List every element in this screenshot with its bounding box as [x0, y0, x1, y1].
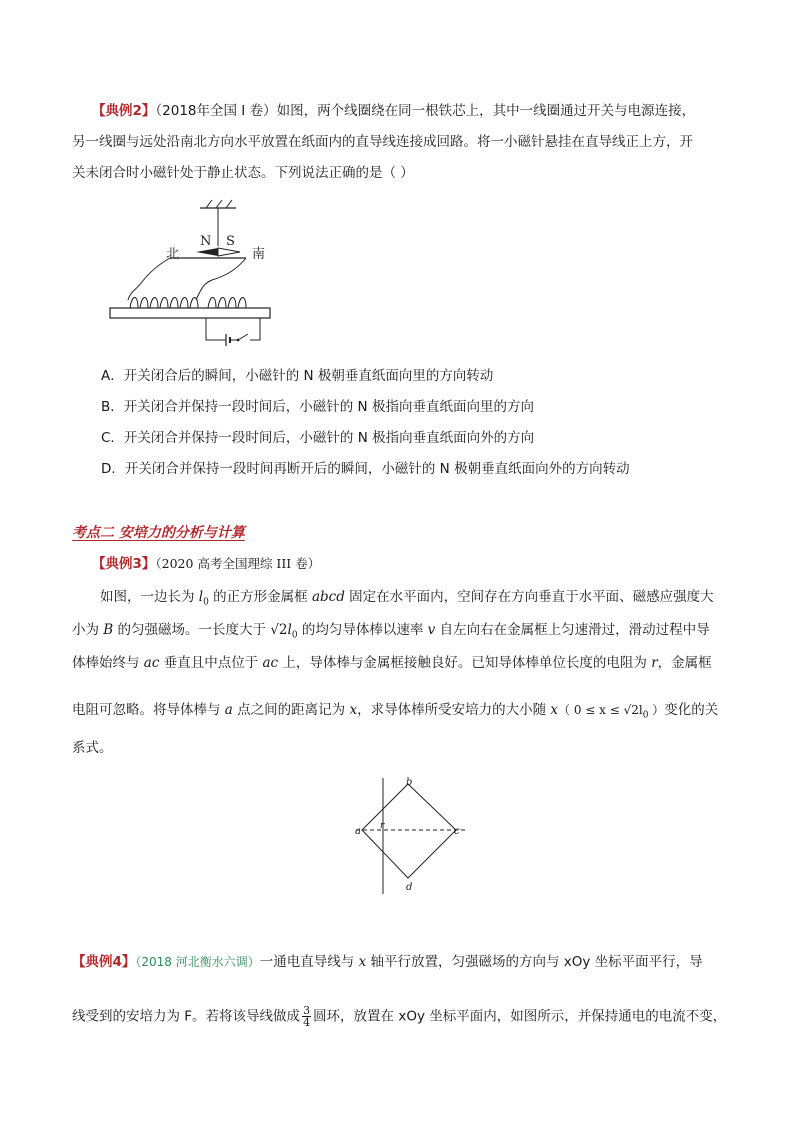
ex3-B: B	[103, 622, 114, 638]
ex4-tag: 【典例4】	[72, 954, 136, 970]
ex3-l2b: 的匀强磁场。一长度大于	[113, 622, 271, 638]
ex3-l4c: ，求导体棒所受安培力的大小随	[357, 702, 551, 718]
ex3-abcd: abcd	[311, 589, 345, 605]
ex3-line3	[72, 653, 712, 673]
ex3-x: x	[349, 702, 358, 718]
frac-den: 4	[303, 1016, 311, 1029]
label-r: r	[380, 821, 385, 831]
n-pole-label: N	[200, 234, 212, 249]
ex2-option-c: C．开关闭合并保持一段时间后，小磁针的 N 极指向垂直纸面向外的方向	[101, 430, 535, 446]
ex3-line4	[72, 700, 718, 726]
ex3-l3c: 上，导体棒与金属框接触良好。已知导体棒单位长度的电阻为	[278, 655, 652, 671]
ex2-source: （2018年全国 I 卷）	[155, 103, 277, 119]
ex3-l2c: 的均匀导体棒以速率	[297, 622, 428, 638]
ex3-l1a: 如图，一边长为	[100, 589, 199, 605]
south-label: 南	[252, 247, 266, 262]
ex3-line2	[72, 620, 710, 646]
ex3-tag: 【典例3】	[92, 556, 156, 572]
ex3-range-end: ）	[648, 703, 665, 717]
ex3-l1b: 的正方形金属框	[208, 589, 312, 605]
ex4-l2b: 圆环，放置在 xOy 坐标平面内，如图所示，并保持通电的电流不变，	[313, 1008, 727, 1025]
square-frame-figure	[352, 776, 482, 896]
ex3-l: l	[287, 622, 292, 638]
ex3-l4d: 变化的关	[664, 702, 719, 718]
ex3-l3a: 体棒始终与	[72, 655, 144, 671]
ex3-ac2: ac	[262, 655, 279, 671]
ex4-x: x	[358, 954, 367, 970]
vertex-a: a	[355, 826, 361, 837]
s-pole-label: S	[226, 234, 235, 249]
ex3-v: v	[427, 622, 436, 638]
ex3-l4b: 点之间的距离记为	[232, 702, 350, 718]
ex3-l2a: 小为	[72, 622, 104, 638]
ex3-l2d: 自左向右在金属框上匀速滑过，滑动过程中导	[435, 622, 710, 638]
section-heading: 考点二 安培力的分析与计算	[72, 525, 245, 541]
ex2-text1: 如图，两个线圈绕在同一根铁芯上，其中一线圈通过开关与电源连接，	[276, 103, 696, 119]
vertex-d: d	[406, 882, 413, 893]
ex4-line2	[72, 1005, 726, 1028]
ex2-line3	[72, 163, 414, 183]
ex3-l0: l	[198, 589, 204, 605]
ex4-l1b: 轴平行放置，匀强磁场的方向与 xOy 坐标平面平行，导	[366, 954, 703, 970]
ex3-header	[92, 554, 320, 574]
ex3-l4a: 电阻可忽略。将导体棒与	[72, 702, 225, 718]
ex3-line5	[72, 738, 113, 758]
ex3-l3b: 垂直且中点位于	[159, 655, 263, 671]
frac-num: 3	[303, 1004, 311, 1017]
ex2-option-d: D．开关闭合并保持一段时间再断开后的瞬间，小磁针的 N 极朝垂直纸面向外的方向转动	[101, 461, 630, 477]
ex2-option-b: B．开关闭合并保持一段时间后，小磁针的 N 极指向垂直纸面向里的方向	[101, 399, 534, 415]
fraction-three-quarters	[302, 1005, 311, 1028]
ex2-line2	[72, 132, 693, 152]
ex3-a: a	[224, 702, 233, 718]
ex3-range-sub: 0	[642, 710, 649, 721]
ex2-option-a: A．开关闭合后的瞬间，小磁针的 N 极朝垂直纸面向里的方向转动	[101, 368, 494, 384]
ex2-line1	[92, 101, 695, 121]
ex3-l1c: 固定在水平面内，空间存在方向垂直于水平面、磁感应强度大	[344, 589, 714, 605]
north-label: 北	[166, 247, 180, 262]
ex3-ac1: ac	[143, 655, 160, 671]
ex4-line1	[72, 952, 703, 972]
ex2-text3: 关未闭合时小磁针处于静止状态。下列说法正确的是（ ）	[72, 165, 414, 181]
coil-figure	[108, 196, 278, 356]
ex4-l1a: 一通电直导线与	[259, 954, 359, 970]
vertex-c: c	[454, 826, 460, 837]
ex3-range: （ 0 ≤ x ≤ √2l	[558, 703, 643, 717]
ex4-l2a: 线受到的安培力为 F。若将该导线做成	[72, 1008, 301, 1025]
ex3-l-sub: 0	[291, 630, 298, 641]
ex2-text2: 另一线圈与远处沿南北方向水平放置在纸面内的直导线连接成回路。将一小磁针悬挂在直导线正上方，开	[72, 134, 693, 150]
ex3-l3d: ，金属框	[657, 655, 712, 671]
ex3-r: r	[651, 655, 658, 671]
ex3-l5: 系式。	[72, 740, 113, 756]
ex3-line1	[100, 587, 714, 613]
ex3-sqrt: √2	[270, 622, 288, 638]
ex4-source: （2018 河北衡水六调）	[135, 955, 260, 969]
ex3-x2: x	[550, 702, 558, 718]
vertex-b: b	[406, 777, 413, 788]
ex3-source: （2020 高考全国理综 III 卷）	[155, 556, 321, 571]
ex2-tag: 【典例2】	[92, 103, 156, 119]
ex3-l0-sub: 0	[203, 597, 209, 608]
